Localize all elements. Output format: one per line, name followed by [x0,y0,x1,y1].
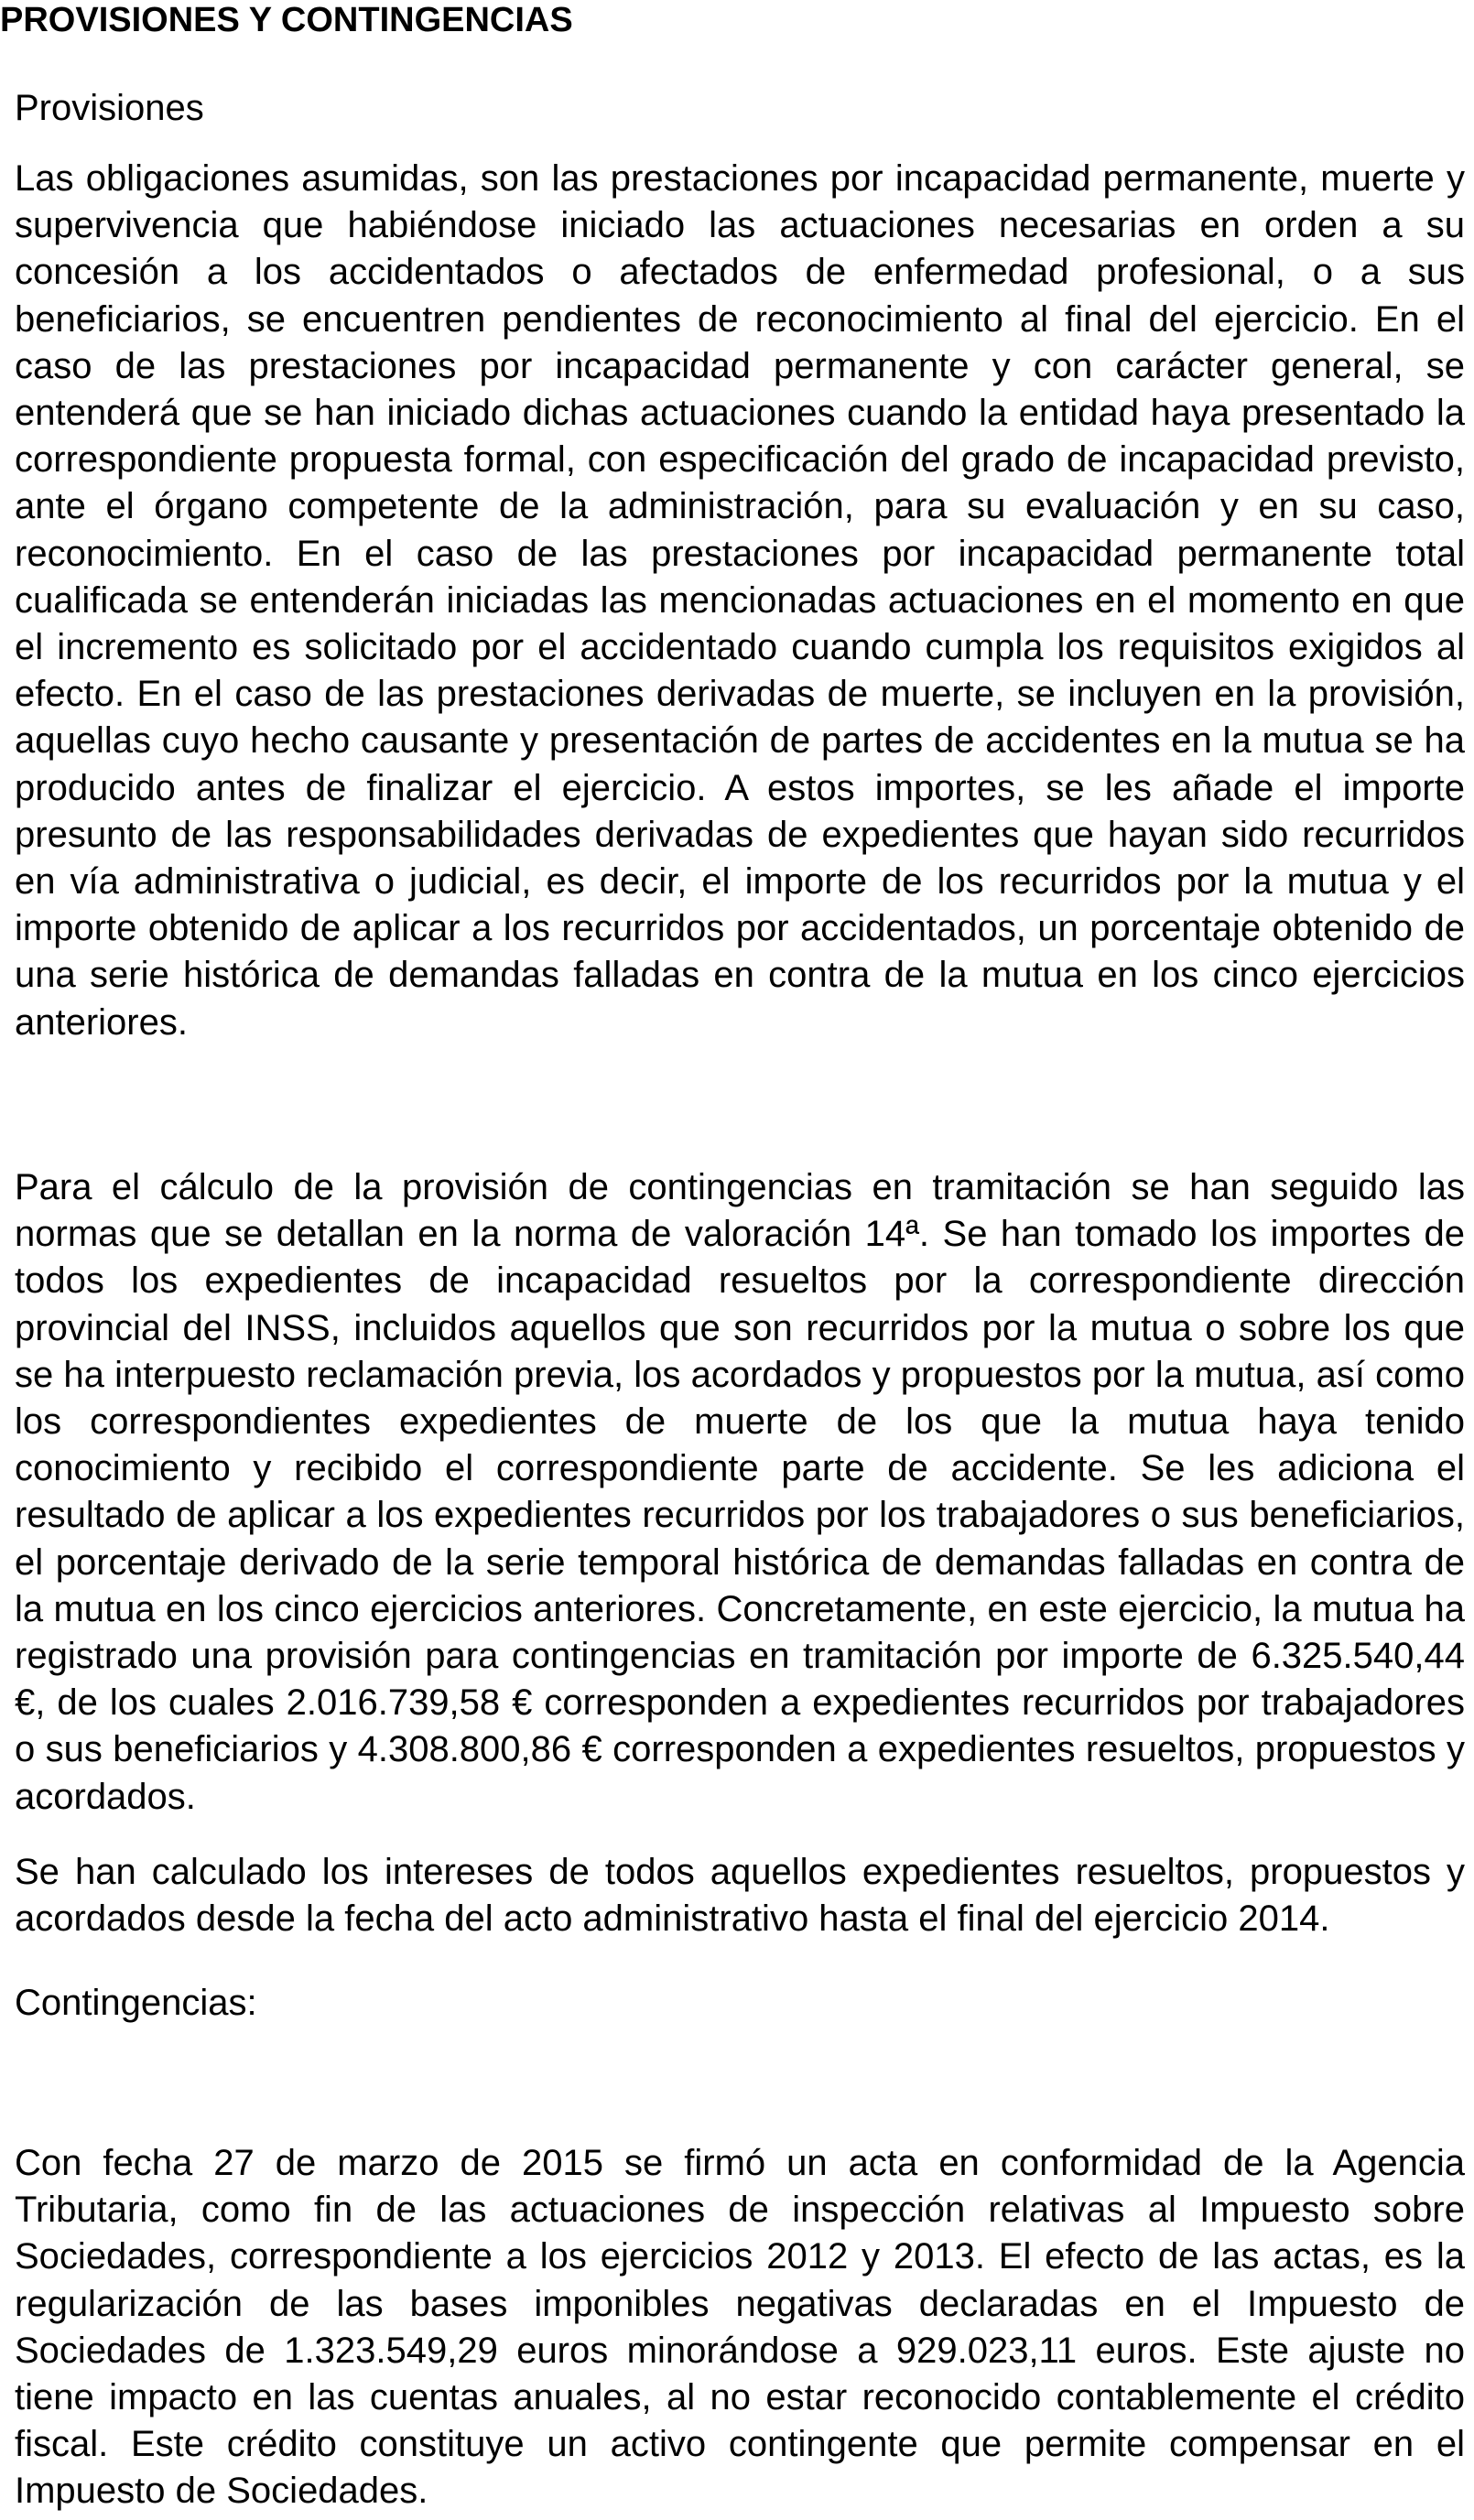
document-title: PROVISIONES Y CONTINGENCIAS [0,1,573,39]
section-heading-contingencias: Contingencias: [15,1983,257,2023]
paragraph-obligaciones-asumidas: Las obligaciones asumidas, son las prestaciones por incapacidad permanente, muerte y supervivencia que habiéndose iniciado las actuaciones necesarias en orden a su concesión a los accidentados o afectados de enfermedad profesional, o a sus beneficiarios, se encuentren pendientes de reconocimiento al final del ejercicio. En el caso de las prestaciones por incapacidad permanente y con carácter general, se entenderá que se han iniciado dichas actuaciones cuando la entidad haya presentado la correspondiente propuesta formal, con especificación del grado de incapacidad previsto, ante el órgano competente de la administración, para su evaluación y en su caso, reconocimiento. En el caso de las prestaciones por incapacidad permanente total cualificada se entenderán iniciadas las mencionadas actuaciones en el momento en que el incremento es solicitado por el accidentado cuando cumpla los requisitos exigidos al efecto. En el caso de las prestaciones derivadas de muerte, se incluyen en la provisión, aquellas cuyo hecho causante y presentación de partes de accidentes en la mutua se ha producido antes de finalizar el ejercicio. A estos importes, se les añade el importe presunto de las responsabilidades derivadas de expedientes que hayan sido recurridos en vía administrativa o judicial, es decir, el importe de los recurridos por la mutua y el importe obtenido de aplicar a los recurridos por accidentados, un porcentaje obtenido de una serie histórica de demandas falladas en contra de la mutua en los cinco ejercicios anteriores. [15,158,1465,1043]
section-heading-provisiones: Provisiones [15,88,204,128]
paragraph-acta-conformidad: Con fecha 27 de marzo de 2015 se firmó un acta en conformidad de la Agencia Tributaria, como fin de las actuaciones de inspección relativas al Impuesto sobre Sociedades, correspondiente a los ejercicios 2012 y 2013. El efecto de las actas, es la regularización de las bases imponibles negativas declaradas en el Impuesto de Sociedades de 1.323.549,29 euros minorándose a 929.023,11 euros. Este ajuste no tiene impacto en las cuentas anuales, al no estar reconocido contablemente el crédito fiscal. Este crédito constituye un activo contingente que permite compensar en el Impuesto de Sociedades. [15,2143,1465,2512]
paragraph-intereses: Se han calculado los intereses de todos aquellos expedientes resueltos, propuestos y acordados desde la fecha del acto administrativo hasta el final del ejercicio 2014. [15,1852,1465,1940]
paragraph-calculo-provision: Para el cálculo de la provisión de contingencias en tramitación se han seguido las normas que se detallan en la norma de valoración 14ª. Se han tomado los importes de todos los expedientes de incapacidad resueltos por la correspondiente dirección provincial del INSS, incluidos aquellos que son recurridos por la mutua o sobre los que se ha interpuesto reclamación previa, los acordados y propuestos por la mutua, así como los correspondientes expedientes de muerte de los que la mutua haya tenido conocimiento y recibido el correspondiente parte de accidente. Se les adiciona el resultado de aplicar a los expedientes recurridos por los trabajadores o sus beneficiarios, el porcentaje derivado de la serie temporal histórica de demandas falladas en contra de la mutua en los cinco ejercicios anteriores. Concretamente, en este ejercicio, la mutua ha registrado una provisión para contingencias en tramitación por importe de 6.325.540,44 €, de los cuales 2.016.739,58 € corresponden a expedientes recurridos por trabajadores o sus beneficiarios y 4.308.800,86 € corresponden a expedientes resueltos, propuestos y acordados. [15,1167,1465,1817]
